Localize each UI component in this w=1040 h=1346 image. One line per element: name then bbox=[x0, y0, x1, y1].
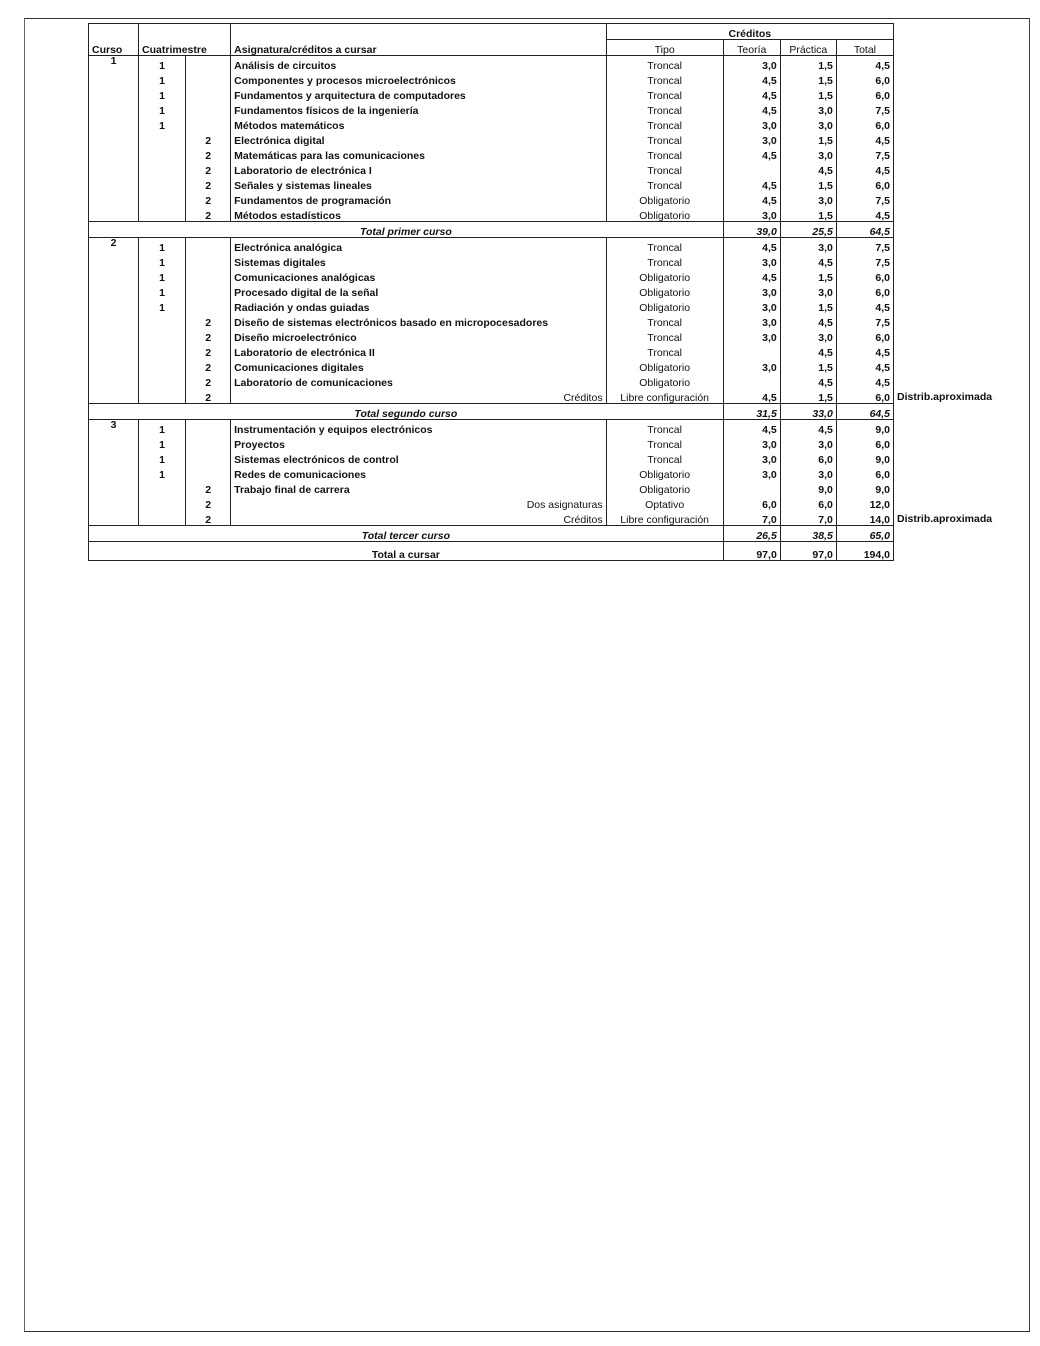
table-row bbox=[89, 86, 894, 101]
subject-cell bbox=[231, 480, 606, 495]
cuatrimestre-1-cell: 1 bbox=[159, 89, 165, 102]
practica-cell: 4,5 bbox=[780, 313, 836, 328]
year-total-total: 64,5 bbox=[836, 404, 893, 420]
teoria-cell: 3,0 bbox=[723, 465, 780, 480]
table-row bbox=[89, 71, 894, 86]
teoria-cell: 4,5 bbox=[723, 101, 780, 116]
teoria-cell bbox=[723, 161, 780, 176]
subject-cell bbox=[231, 253, 606, 268]
cuatrimestre-1-cell bbox=[139, 480, 186, 495]
tipo-cell: Troncal bbox=[606, 238, 723, 254]
cuatrimestre-1-cell bbox=[139, 206, 186, 222]
table-row bbox=[89, 450, 894, 465]
teoria-cell: 4,5 bbox=[723, 146, 780, 161]
subject-cell bbox=[231, 328, 606, 343]
cuatrimestre-2-cell bbox=[186, 56, 231, 72]
cuatrimestre-1-cell bbox=[139, 358, 186, 373]
subject-cell bbox=[231, 101, 606, 116]
table-row bbox=[89, 298, 894, 313]
subject-cell bbox=[231, 465, 606, 480]
subject-cell bbox=[231, 373, 606, 388]
teoria-cell: 6,0 bbox=[723, 495, 780, 510]
table-row bbox=[89, 343, 894, 358]
subject-cell bbox=[231, 268, 606, 283]
cuatrimestre-1-cell: 1 bbox=[159, 119, 165, 132]
subject-name: Laboratorio de electrónica II bbox=[234, 346, 375, 359]
year-total-teoria: 31,5 bbox=[723, 404, 780, 420]
table-row bbox=[89, 313, 894, 328]
year-total-label: Total tercer curso bbox=[89, 526, 724, 542]
total-cell: 7,5 bbox=[836, 146, 893, 161]
practica-cell: 1,5 bbox=[780, 71, 836, 86]
tipo-cell: Troncal bbox=[606, 56, 723, 72]
teoria-cell: 4,5 bbox=[723, 86, 780, 101]
teoria-cell: 3,0 bbox=[723, 358, 780, 373]
subject-cell bbox=[231, 313, 606, 328]
subject-name: Trabajo final de carrera bbox=[234, 483, 350, 496]
subject-name: Comunicaciones analógicas bbox=[234, 271, 376, 284]
subject-name: Fundamentos físicos de la ingeniería bbox=[234, 104, 419, 117]
table-row bbox=[89, 268, 894, 283]
tipo-cell: Troncal bbox=[647, 89, 682, 102]
subject-cell bbox=[231, 131, 606, 146]
subject-prefix: Créditos bbox=[563, 391, 603, 404]
teoria-cell: 4,5 bbox=[723, 191, 780, 206]
tipo-cell: Troncal bbox=[647, 438, 682, 451]
subject-cell bbox=[231, 388, 606, 404]
total-cell: 4,5 bbox=[836, 298, 893, 313]
teoria-cell: 3,0 bbox=[723, 313, 780, 328]
subject-name: Métodos estadísticos bbox=[234, 209, 341, 222]
cuatrimestre-2-cell bbox=[186, 238, 231, 254]
subject-name: Fundamentos de programación bbox=[234, 194, 392, 207]
total-cell: 12,0 bbox=[836, 495, 893, 510]
practica-cell: 3,0 bbox=[780, 101, 836, 116]
teoria-cell: 4,5 bbox=[723, 71, 780, 86]
table-row bbox=[89, 373, 894, 388]
subject-name: Matemáticas para las comunicaciones bbox=[234, 149, 425, 162]
practica-cell: 3,0 bbox=[780, 146, 836, 161]
subject-prefix: Dos asignaturas bbox=[526, 498, 603, 511]
curso-cell: 3 bbox=[89, 420, 139, 526]
cuatrimestre-2-cell: 2 bbox=[186, 161, 231, 176]
total-cell: 6,0 bbox=[836, 283, 893, 298]
subject-cell bbox=[231, 343, 606, 358]
table-row bbox=[89, 176, 894, 191]
cuatrimestre-1-cell bbox=[139, 131, 186, 146]
practica-cell: 4,5 bbox=[780, 161, 836, 176]
table-row bbox=[89, 358, 894, 373]
curso-cell: 1 bbox=[89, 56, 139, 222]
total-cell: 14,0 bbox=[836, 510, 893, 526]
year-total-label: Total primer curso bbox=[89, 222, 724, 238]
header-curso: Curso bbox=[89, 24, 139, 56]
teoria-cell: 3,0 bbox=[723, 116, 780, 131]
cuatrimestre-2-cell bbox=[186, 435, 231, 450]
table-row bbox=[89, 388, 894, 404]
table-row bbox=[89, 420, 894, 436]
header-tipo: Tipo bbox=[606, 40, 723, 56]
cuatrimestre-2-cell bbox=[186, 465, 231, 480]
cuatrimestre-2-cell: 2 bbox=[186, 358, 231, 373]
cuatrimestre-2-cell bbox=[186, 71, 231, 86]
cuatrimestre-2-cell: 2 bbox=[186, 191, 231, 206]
cuatrimestre-2-cell bbox=[186, 420, 231, 436]
cuatrimestre-1-cell bbox=[139, 146, 186, 161]
practica-cell: 3,0 bbox=[780, 116, 836, 131]
practica-cell: 3,0 bbox=[780, 465, 836, 480]
cuatrimestre-2-cell: 2 bbox=[186, 206, 231, 222]
tipo-cell: Troncal bbox=[647, 256, 682, 269]
year-total-total: 64,5 bbox=[836, 222, 893, 238]
teoria-cell bbox=[723, 343, 780, 358]
grand-total-label: Total a cursar bbox=[89, 542, 724, 561]
total-cell: 6,0 bbox=[836, 435, 893, 450]
total-cell: 4,5 bbox=[836, 358, 893, 373]
cuatrimestre-1-cell: 1 bbox=[159, 74, 165, 87]
cuatrimestre-2-cell bbox=[186, 450, 231, 465]
cuatrimestre-1-cell bbox=[139, 191, 186, 206]
table-row bbox=[89, 146, 894, 161]
cuatrimestre-1-cell: 1 bbox=[159, 256, 165, 269]
cuatrimestre-1-cell bbox=[139, 343, 186, 358]
total-cell: 9,0 bbox=[836, 420, 893, 436]
practica-cell: 6,0 bbox=[780, 450, 836, 465]
subject-cell bbox=[231, 435, 606, 450]
teoria-cell: 3,0 bbox=[723, 56, 780, 72]
tipo-cell: Obligatorio bbox=[639, 209, 691, 222]
grand-total-teoria: 97,0 bbox=[723, 542, 780, 561]
subject-cell bbox=[231, 56, 606, 72]
tipo-cell: Troncal bbox=[647, 149, 682, 162]
cuatrimestre-1-cell: 1 bbox=[159, 301, 165, 314]
cuatrimestre-1-cell bbox=[139, 313, 186, 328]
tipo-cell: Troncal bbox=[647, 134, 682, 147]
total-cell: 7,5 bbox=[836, 191, 893, 206]
tipo-cell: Obligatorio bbox=[639, 271, 691, 284]
table-row bbox=[89, 253, 894, 268]
teoria-cell bbox=[723, 480, 780, 495]
subject-cell bbox=[231, 176, 606, 191]
subject-name: Instrumentación y equipos electrónicos bbox=[234, 423, 433, 436]
cuatrimestre-2-cell: 2 bbox=[186, 176, 231, 191]
subject-name: Fundamentos y arquitectura de computadores bbox=[234, 89, 466, 102]
subject-cell bbox=[231, 283, 606, 298]
year-total-practica: 38,5 bbox=[780, 526, 836, 542]
tipo-cell: Obligatorio bbox=[639, 194, 691, 207]
subject-name: Laboratorio de electrónica I bbox=[234, 164, 372, 177]
year-total-practica: 25,5 bbox=[780, 222, 836, 238]
table-row bbox=[89, 56, 894, 72]
subject-cell bbox=[231, 86, 606, 101]
table-row bbox=[89, 510, 894, 526]
cuatrimestre-2-cell bbox=[186, 253, 231, 268]
practica-cell: 4,5 bbox=[780, 420, 836, 436]
year-total-label: Total segundo curso bbox=[89, 404, 724, 420]
cuatrimestre-1-cell: 1 bbox=[139, 238, 186, 254]
subject-prefix: Créditos bbox=[563, 513, 603, 526]
subject-cell bbox=[231, 510, 606, 526]
practica-cell: 1,5 bbox=[780, 56, 836, 72]
tipo-cell: Obligatorio bbox=[639, 301, 691, 314]
teoria-cell: 3,0 bbox=[723, 328, 780, 343]
tipo-cell: Obligatorio bbox=[639, 468, 691, 481]
practica-cell: 1,5 bbox=[780, 206, 836, 222]
cuatrimestre-2-cell: 2 bbox=[186, 388, 231, 404]
table-header bbox=[89, 24, 894, 56]
total-cell: 6,0 bbox=[836, 268, 893, 283]
cuatrimestre-2-cell: 2 bbox=[186, 510, 231, 526]
total-cell: 6,0 bbox=[836, 86, 893, 101]
subject-name: Análisis de circuitos bbox=[234, 59, 337, 72]
practica-cell: 4,5 bbox=[780, 343, 836, 358]
cuatrimestre-2-cell bbox=[186, 86, 231, 101]
tipo-cell: Troncal bbox=[647, 74, 682, 87]
cuatrimestre-1-cell: 1 bbox=[159, 453, 165, 466]
total-cell: 6,0 bbox=[836, 71, 893, 86]
tipo-cell: Obligatorio bbox=[639, 286, 691, 299]
table-row bbox=[89, 101, 894, 116]
total-cell: 6,0 bbox=[836, 465, 893, 480]
cuatrimestre-1-cell: 1 bbox=[139, 420, 186, 436]
cuatrimestre-2-cell: 2 bbox=[186, 313, 231, 328]
cuatrimestre-1-cell bbox=[139, 328, 186, 343]
year-total-row bbox=[89, 404, 894, 420]
subject-cell bbox=[231, 358, 606, 373]
subject-cell bbox=[231, 161, 606, 176]
tipo-cell: Troncal bbox=[647, 331, 682, 344]
practica-cell: 3,0 bbox=[780, 283, 836, 298]
grand-total-row bbox=[89, 542, 894, 561]
table-row bbox=[89, 465, 894, 480]
cuatrimestre-2-cell: 2 bbox=[186, 495, 231, 510]
teoria-cell bbox=[723, 373, 780, 388]
total-cell: 7,5 bbox=[836, 253, 893, 268]
cuatrimestre-2-cell: 2 bbox=[186, 343, 231, 358]
teoria-cell: 4,5 bbox=[723, 176, 780, 191]
year-total-row bbox=[89, 222, 894, 238]
subject-cell bbox=[231, 146, 606, 161]
teoria-cell: 4,5 bbox=[723, 388, 780, 404]
cuatrimestre-1-cell: 1 bbox=[159, 104, 165, 117]
subject-name: Métodos matemáticos bbox=[234, 119, 345, 132]
teoria-cell: 3,0 bbox=[723, 435, 780, 450]
practica-cell: 3,0 bbox=[780, 328, 836, 343]
subject-cell bbox=[231, 206, 606, 222]
cuatrimestre-1-cell bbox=[139, 373, 186, 388]
tipo-cell: Libre configuración bbox=[620, 513, 710, 526]
header-asignatura: Asignatura/créditos a cursar bbox=[231, 24, 606, 56]
subject-cell bbox=[231, 298, 606, 313]
teoria-cell: 4,5 bbox=[723, 238, 780, 254]
cuatrimestre-1-cell: 1 bbox=[159, 271, 165, 284]
tipo-cell: Troncal bbox=[647, 346, 682, 359]
teoria-cell: 3,0 bbox=[723, 131, 780, 146]
practica-cell: 1,5 bbox=[780, 176, 836, 191]
practica-cell: 1,5 bbox=[780, 268, 836, 283]
table-row bbox=[89, 116, 894, 131]
table-body bbox=[89, 56, 894, 561]
header-teoria: Teoría bbox=[723, 40, 780, 56]
practica-cell: 1,5 bbox=[780, 388, 836, 404]
subject-name: Diseño de sistemas electrónicos basado en micropocesadores bbox=[234, 316, 549, 329]
total-cell: 6,0 bbox=[836, 328, 893, 343]
header-total: Total bbox=[836, 40, 893, 56]
year-total-teoria: 39,0 bbox=[723, 222, 780, 238]
teoria-cell: 3,0 bbox=[723, 253, 780, 268]
practica-cell: 4,5 bbox=[780, 373, 836, 388]
year-total-total: 65,0 bbox=[836, 526, 893, 542]
tipo-cell: Obligatorio bbox=[639, 483, 691, 496]
cuatrimestre-2-cell: 2 bbox=[186, 146, 231, 161]
cuatrimestre-2-cell: 2 bbox=[186, 131, 231, 146]
subject-name: Proyectos bbox=[234, 438, 285, 451]
cuatrimestre-1-cell bbox=[139, 510, 186, 526]
table-row bbox=[89, 191, 894, 206]
practica-cell: 1,5 bbox=[780, 86, 836, 101]
total-cell: 6,0 bbox=[836, 176, 893, 191]
tipo-cell: Obligatorio bbox=[639, 376, 691, 389]
curso-cell: 2 bbox=[89, 238, 139, 404]
total-cell: 7,5 bbox=[836, 101, 893, 116]
cuatrimestre-1-cell: 1 bbox=[139, 56, 186, 72]
practica-cell: 4,5 bbox=[780, 253, 836, 268]
grand-total-total: 194,0 bbox=[836, 542, 893, 561]
subject-name: Electrónica analógica bbox=[234, 241, 343, 254]
cuatrimestre-2-cell: 2 bbox=[186, 480, 231, 495]
practica-cell: 9,0 bbox=[780, 480, 836, 495]
subject-cell bbox=[231, 71, 606, 86]
practica-cell: 7,0 bbox=[780, 510, 836, 526]
header-creditos: Créditos bbox=[606, 24, 893, 40]
subject-name: Procesado digital de la señal bbox=[234, 286, 379, 299]
teoria-cell: 3,0 bbox=[723, 283, 780, 298]
grand-total-practica: 97,0 bbox=[780, 542, 836, 561]
header-cuatrimestre: Cuatrimestre bbox=[139, 24, 231, 56]
cuatrimestre-2-cell bbox=[186, 101, 231, 116]
total-cell: 4,5 bbox=[836, 56, 893, 72]
subject-cell bbox=[231, 450, 606, 465]
subject-cell bbox=[231, 116, 606, 131]
cuatrimestre-1-cell bbox=[139, 176, 186, 191]
subject-name: Componentes y procesos microelectrónicos bbox=[234, 74, 456, 87]
tipo-cell: Troncal bbox=[647, 316, 682, 329]
teoria-cell: 7,0 bbox=[723, 510, 780, 526]
subject-cell bbox=[231, 495, 606, 510]
table-row bbox=[89, 161, 894, 176]
subject-cell bbox=[231, 191, 606, 206]
cuatrimestre-2-cell: 2 bbox=[186, 328, 231, 343]
curriculum-table bbox=[88, 23, 894, 561]
table-row bbox=[89, 131, 894, 146]
subject-name: Sistemas electrónicos de control bbox=[234, 453, 399, 466]
total-cell: 9,0 bbox=[836, 480, 893, 495]
practica-cell: 6,0 bbox=[780, 495, 836, 510]
cuatrimestre-1-cell bbox=[139, 388, 186, 404]
subject-name: Electrónica digital bbox=[234, 134, 325, 147]
practica-cell: 3,0 bbox=[780, 191, 836, 206]
practica-cell: 1,5 bbox=[780, 131, 836, 146]
total-cell: 6,0 bbox=[836, 388, 893, 404]
subject-name: Radiación y ondas guiadas bbox=[234, 301, 370, 314]
total-cell: 4,5 bbox=[836, 373, 893, 388]
cuatrimestre-1-cell bbox=[139, 161, 186, 176]
teoria-cell: 4,5 bbox=[723, 420, 780, 436]
distribution-note: Distrib.aproximada bbox=[897, 512, 993, 525]
tipo-cell: Optativo bbox=[645, 498, 685, 511]
table-row bbox=[89, 328, 894, 343]
tipo-cell: Troncal bbox=[647, 179, 682, 192]
practica-cell: 1,5 bbox=[780, 298, 836, 313]
year-total-practica: 33,0 bbox=[780, 404, 836, 420]
cuatrimestre-2-cell bbox=[186, 298, 231, 313]
table-row bbox=[89, 495, 894, 510]
subject-name: Diseño microelectrónico bbox=[234, 331, 357, 344]
table-row bbox=[89, 480, 894, 495]
table-row bbox=[89, 206, 894, 222]
cuatrimestre-1-cell bbox=[139, 495, 186, 510]
teoria-cell: 3,0 bbox=[723, 298, 780, 313]
cuatrimestre-2-cell: 2 bbox=[186, 373, 231, 388]
practica-cell: 1,5 bbox=[780, 358, 836, 373]
table-row bbox=[89, 238, 894, 254]
total-cell: 4,5 bbox=[836, 131, 893, 146]
tipo-cell: Libre configuración bbox=[620, 391, 710, 404]
teoria-cell: 4,5 bbox=[723, 268, 780, 283]
subject-name: Señales y sistemas lineales bbox=[234, 179, 372, 192]
tipo-cell: Troncal bbox=[647, 453, 682, 466]
tipo-cell: Troncal bbox=[647, 164, 682, 177]
total-cell: 4,5 bbox=[836, 343, 893, 358]
year-total-row bbox=[89, 526, 894, 542]
cuatrimestre-2-cell bbox=[186, 116, 231, 131]
tipo-cell: Troncal bbox=[647, 119, 682, 132]
tipo-cell: Obligatorio bbox=[639, 361, 691, 374]
subject-cell bbox=[231, 420, 606, 436]
cuatrimestre-1-cell: 1 bbox=[159, 438, 165, 451]
header-practica: Práctica bbox=[780, 40, 836, 56]
cuatrimestre-2-cell bbox=[186, 268, 231, 283]
subject-name: Laboratorio de comunicaciones bbox=[234, 376, 393, 389]
total-cell: 9,0 bbox=[836, 450, 893, 465]
total-cell: 4,5 bbox=[836, 206, 893, 222]
tipo-cell: Troncal bbox=[606, 420, 723, 436]
practica-cell: 3,0 bbox=[780, 238, 836, 254]
year-total-teoria: 26,5 bbox=[723, 526, 780, 542]
subject-name: Comunicaciones digitales bbox=[234, 361, 364, 374]
teoria-cell: 3,0 bbox=[723, 206, 780, 222]
table-row bbox=[89, 435, 894, 450]
practica-cell: 3,0 bbox=[780, 435, 836, 450]
cuatrimestre-1-cell: 1 bbox=[159, 468, 165, 481]
total-cell: 7,5 bbox=[836, 313, 893, 328]
total-cell: 4,5 bbox=[836, 161, 893, 176]
table-row bbox=[89, 283, 894, 298]
total-cell: 7,5 bbox=[836, 238, 893, 254]
subject-name: Redes de comunicaciones bbox=[234, 468, 367, 481]
cuatrimestre-1-cell: 1 bbox=[159, 286, 165, 299]
distribution-note: Distrib.aproximada bbox=[897, 390, 993, 403]
tipo-cell: Troncal bbox=[647, 104, 682, 117]
teoria-cell: 3,0 bbox=[723, 450, 780, 465]
cuatrimestre-2-cell bbox=[186, 283, 231, 298]
subject-name: Sistemas digitales bbox=[234, 256, 326, 269]
subject-cell bbox=[231, 238, 606, 254]
total-cell: 6,0 bbox=[836, 116, 893, 131]
